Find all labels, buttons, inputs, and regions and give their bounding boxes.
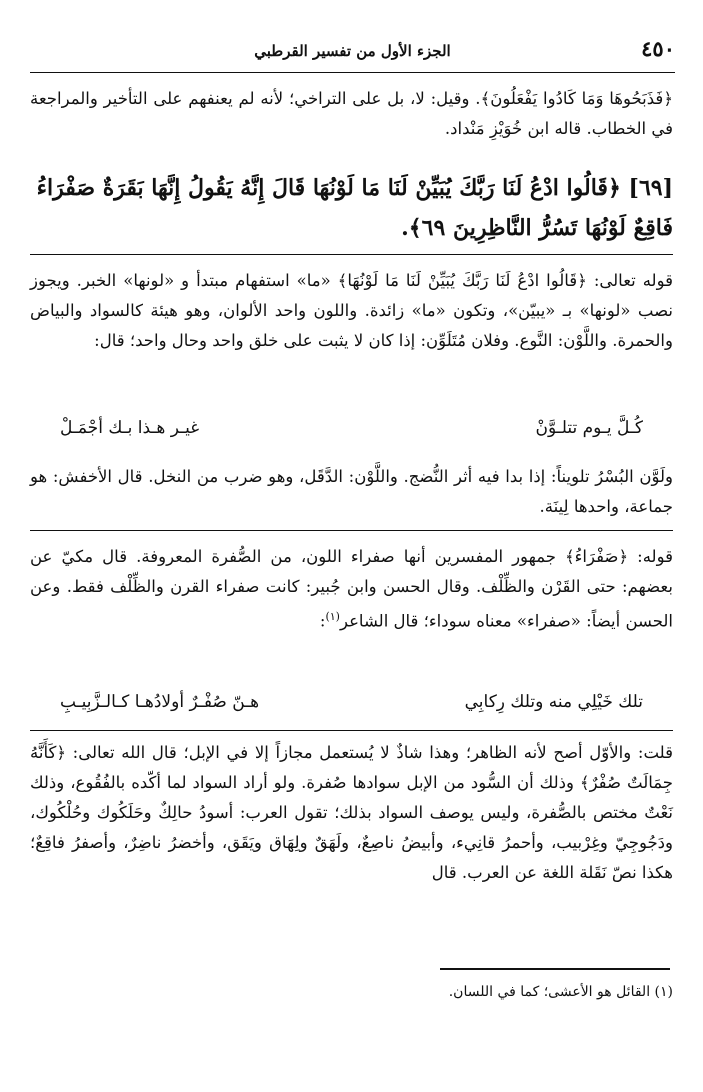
footnote-reference: (١) xyxy=(325,610,340,623)
poem-1-second-hemistich: غيـر هـذا بـك أجْمَـلْ xyxy=(60,418,200,438)
footnote: (١) القائل هو الأعشى؛ كما في اللسان. xyxy=(448,984,673,1000)
paragraph-1: ﴿فَذَبَحُوهَا وَمَا كَادُوا يَفْعَلُونَ﴾. وقيل: لا، بل على التراخي؛ لأنه لم يعنفهم على التأخير والمراجعة في الخطاب. قاله ابن خُوَيْزِ مَنْداد. xyxy=(30,89,673,138)
page-header xyxy=(30,30,675,73)
paragraph-3: ولَوَّن البُسْرُ تلويناً: إذا بدا فيه أثر النُّضج. واللَّوْن: الدَّقَل، وهو ضرب من النخل. قال الأخفش: هو جماعة، واحدها لِينَة. xyxy=(30,467,673,516)
quran-verse xyxy=(30,168,673,248)
running-title: الجزء الأول من تفسير القرطبي xyxy=(254,42,451,60)
poem-verse-2 xyxy=(60,688,643,722)
poem-verse-1 xyxy=(60,414,643,448)
verse-number: [٦٩] xyxy=(628,175,673,201)
paragraph-4-text: قوله: ﴿صَفْرَاءُ﴾ جمهور المفسرين أنها صفراء اللون، من الصُّفرة المعروفة. قال مكيّ عن بعضهم: حتى القَرْن والظِّلْف. وقال الحسن وابن جُبير: كانت صفراء القرن والظِّلْف فقط. وعن الحسن أيضاً: «صفراء» معناه سوداء؛ قال الشاعر xyxy=(30,547,673,631)
poem-2-first-hemistich: تلك خَيْلِي منه وتلك رِكابِي xyxy=(464,692,643,712)
footnote-rule xyxy=(440,968,670,970)
verse-text: ﴿قَالُوا ادْعُ لَنَا رَبَّكَ يُبَيِّنْ لَنَا مَا لَوْنُهَا قَالَ إِنَّهُ يَقُولُ إِنَّهَا بَقَرَةٌ صَفْرَاءُ فَاقِعٌ لَوْنُهَا تَسُرُّ النَّاظِرِينَ ٦٩﴾. xyxy=(36,175,673,241)
section-separator-2 xyxy=(30,730,673,731)
section-separator xyxy=(30,530,673,531)
paragraph-5: قلت: والأوّل أصح لأنه الظاهر؛ وهذا شاذٌ لا يُستعمل مجازاً إلا في الإبل؛ قال الله تعالى: ﴿كَأَنَّهُ جِمَالَتٌ صُفْرٌ﴾ وذلك أن السُّود من الإبل سوادها صُفرة. ولو أراد السواد لما أكّده بالفُقُوع، وذلك نَعْتٌ مختص بالصُّفرة، وليس يوصف السواد بذلك؛ تقول العرب: أسودُ حالِكٌ وحَلَكُوك وحُلْكُوك، ودَجُوجِيّ وغِرْبيب، وأحمرُ قانِيء، وأبيضُ ناصِعٌ، ولَهَقٌ ولِهَاق ويَقَق، وأخضرُ ناضِرٌ، وأصفرُ فاقِعٌ؛ هكذا نصّ نَقَلة اللغة عن العرب. قال xyxy=(30,743,673,882)
verse-separator xyxy=(30,254,673,255)
poem-2-second-hemistich: هـنّ صُفْـرٌ أولادُهـا كـالـزَّبِيـبِ xyxy=(60,692,260,712)
paragraph-4-end: : xyxy=(319,611,326,631)
poem-1-first-hemistich: كُـلَّ يـوم تتلـوَّنْ xyxy=(535,418,643,438)
paragraph-4 xyxy=(30,542,673,637)
page-number: ٤٥٠ xyxy=(641,36,675,61)
paragraph-2: قوله تعالى: ﴿قَالُوا ادْعُ لَنَا رَبَّكَ يُبَيِّنْ لَنَا مَا لَوْنُهَا﴾ «ما» استفهام مبتدأ و «لونها» الخبر. ويجوز نصب «لونها» بـ «يبيّن»، وتكون «ما» زائدة. واللون واحد الألوان، وهو هيئة كالسواد والبياض والحمرة. واللَّوْن: النَّوع. وفلان مُتَلَوِّن: إذا كان لا يثبت على خلق واحد وحال واحد؛ قال: xyxy=(30,271,673,350)
